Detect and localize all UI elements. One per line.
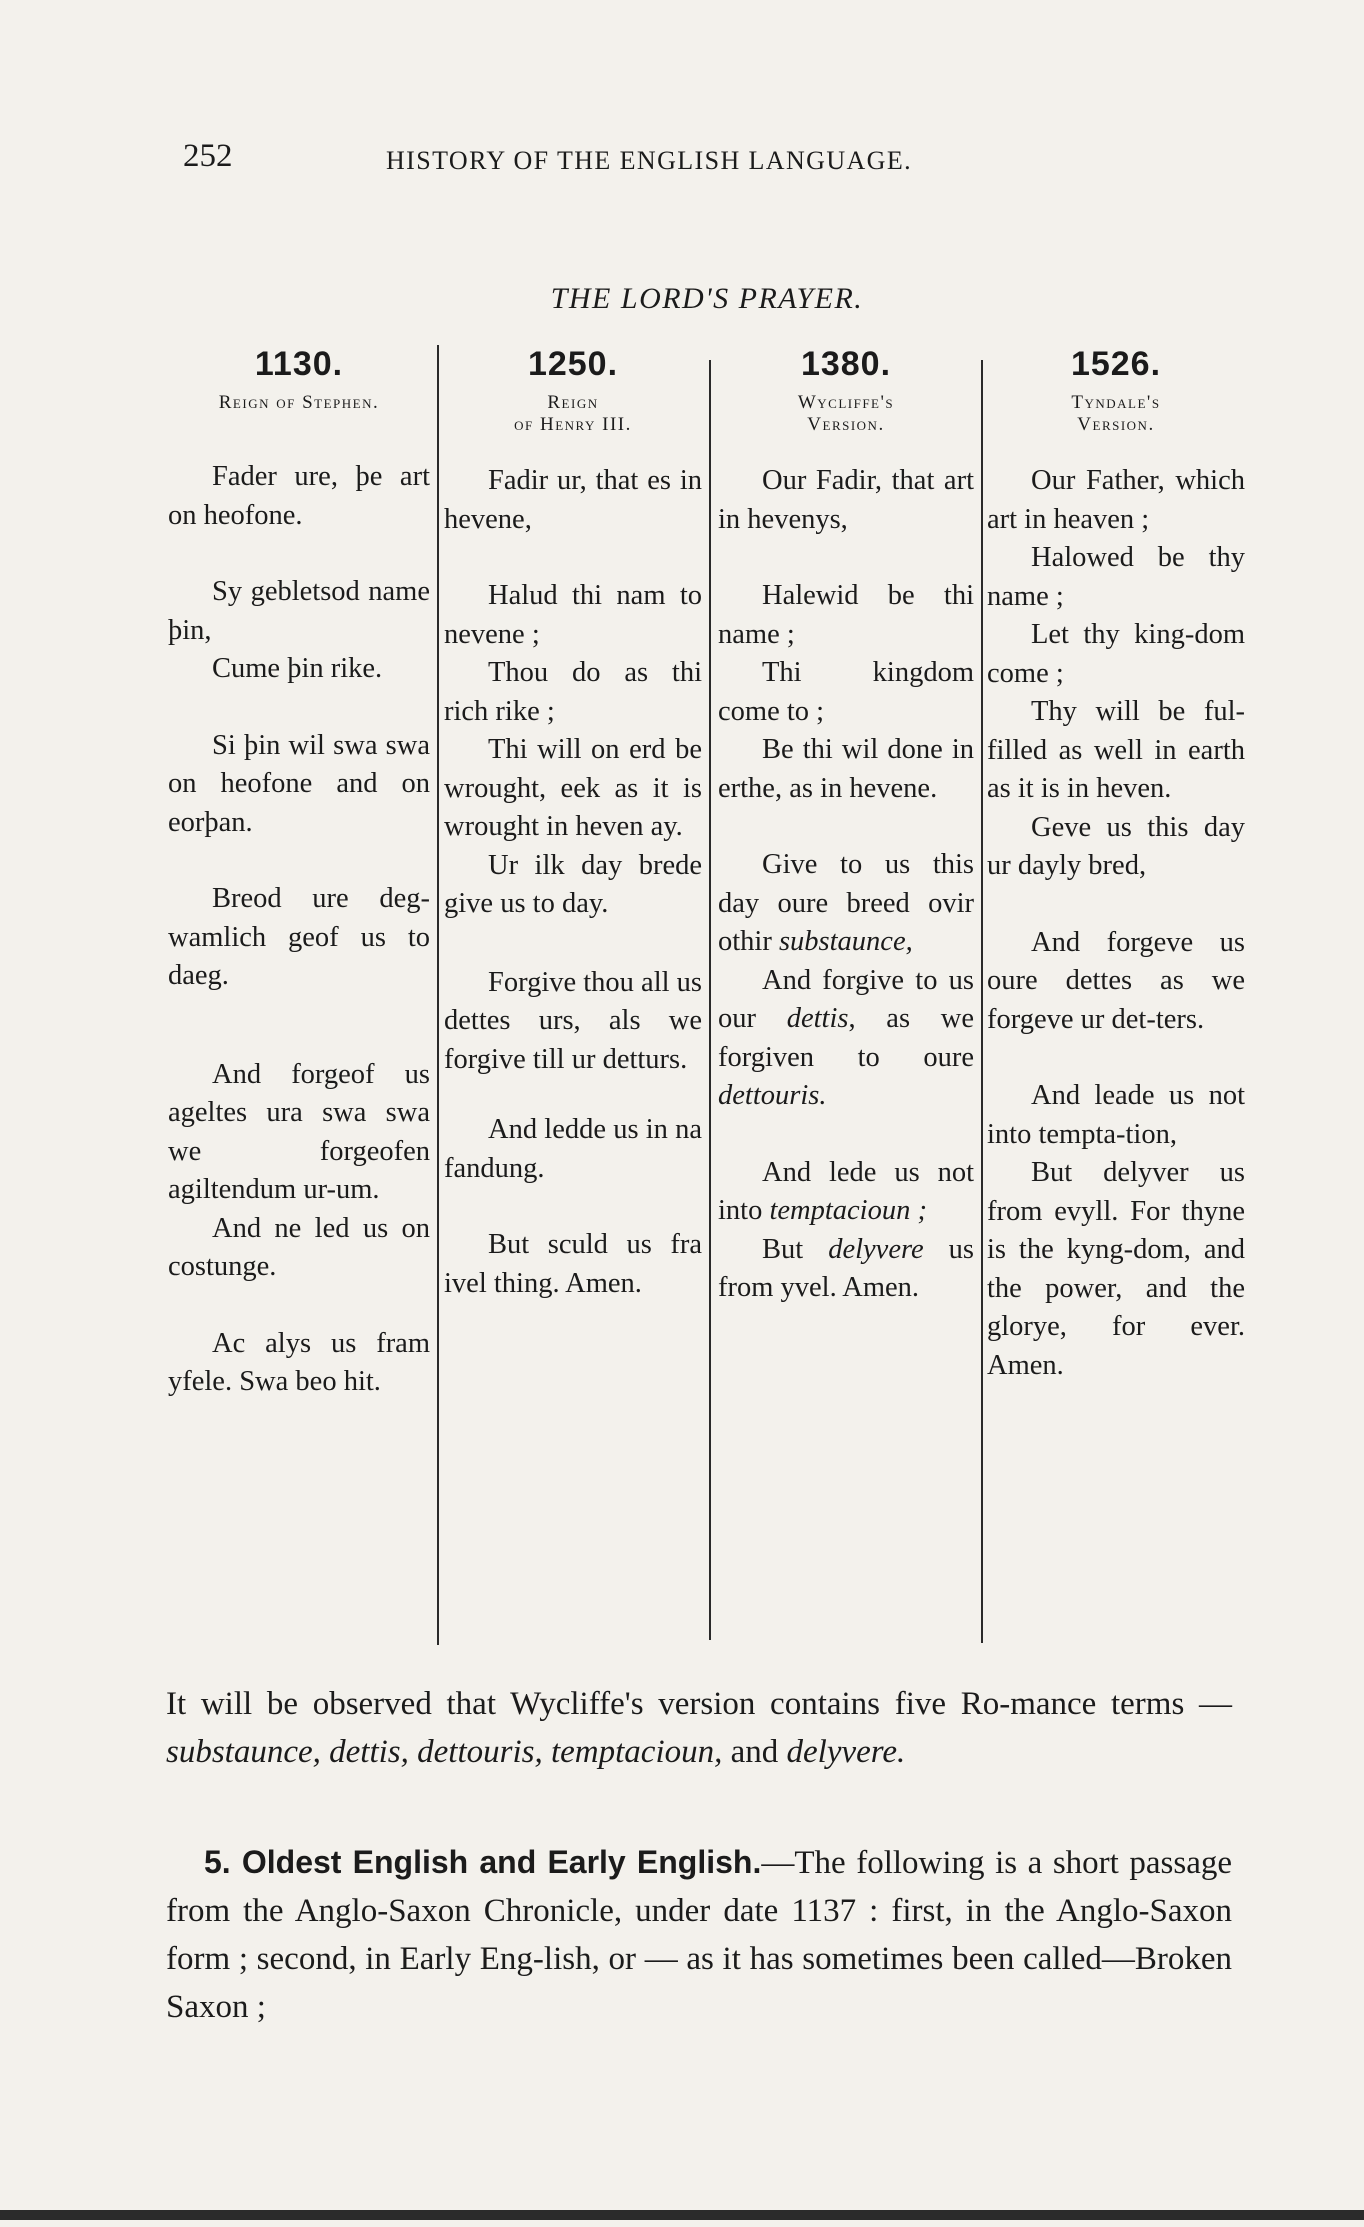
prayer-text: And lede us not into xyxy=(718,1156,974,1226)
prayer-line: Forgive thou all us dettes urs, als we forgive till ur detturs. xyxy=(444,966,703,1075)
prayer-text: Give to us this day oure breed ovir othir xyxy=(718,849,974,957)
prose-text: It will be observed that Wycliffe's version contains five Ro-mance terms — xyxy=(166,1686,1232,1722)
prayer-text: , as we forgiven to oure xyxy=(718,1003,974,1073)
prayer-line xyxy=(718,1231,974,1308)
column-1250 xyxy=(444,345,702,1303)
column-1380 xyxy=(718,345,974,1308)
prayer-text: But xyxy=(762,1233,804,1265)
prayer-line: Fadir ur, that es in hevene, xyxy=(444,465,702,535)
page-edge-rule xyxy=(0,2210,1364,2220)
page-number: 252 xyxy=(183,138,233,174)
prayer-line: Halud thi nam to nevene ; xyxy=(444,580,702,650)
prayer-line xyxy=(718,846,974,962)
column-reign xyxy=(718,392,974,436)
column-rule xyxy=(981,360,983,1643)
column-1130 xyxy=(168,345,430,1402)
prayer-line: Halewid be thi name ; xyxy=(718,580,974,650)
romance-terms: substaunce, dettis, dettouris, temptacioun, xyxy=(166,1734,723,1770)
column-1526 xyxy=(987,345,1245,1385)
prayer-text: And forgive to us our xyxy=(718,964,974,1034)
prayer-line: And forgeof us ageltes ura swa swa we forgeofen agiltendum ur-um. xyxy=(168,1058,430,1205)
column-year: 1380. xyxy=(800,345,892,383)
prayer-line xyxy=(718,1154,974,1231)
reign-line: Version. xyxy=(1077,414,1155,435)
prayer-line xyxy=(718,962,974,1116)
column-year: 1130. xyxy=(254,345,344,383)
column-reign xyxy=(987,392,1245,436)
prayer-line: Thou do as thi rich rike ; xyxy=(444,657,702,727)
prose-text: —The following is a short passage from the Anglo-Saxon Chronicle, under date 1137 : first, in the Anglo-Saxon form ; second, in Early Eng-lish, or — as it has sometimes been called—Broken Saxon ; xyxy=(166,1845,1233,2025)
column-rule xyxy=(437,345,439,1645)
column-rule xyxy=(709,360,711,1640)
reign-line: Version. xyxy=(807,414,885,435)
romance-term: dettis xyxy=(786,1003,849,1034)
romance-term: substaunce, xyxy=(778,926,913,957)
prayer-line: Geve us this day ur dayly bred, xyxy=(987,811,1245,881)
prayer-line: Halowed be thy name ; xyxy=(987,542,1245,612)
prayer-line: And leade us not into tempta-tion, xyxy=(987,1080,1245,1150)
reign-line: of Henry III. xyxy=(514,414,632,435)
prayer-line: And ne led us on costunge. xyxy=(168,1212,430,1282)
prose-text: and xyxy=(730,1734,779,1770)
column-reign xyxy=(444,392,702,436)
prayer-line: And forgeve us oure dettes as we forgeve ur det-ters. xyxy=(987,926,1245,1035)
prayer-line: Breod ure deg-wamlich geof us to daeg. xyxy=(168,883,430,991)
column-year: 1250. xyxy=(527,345,619,383)
running-title: HISTORY OF THE ENGLISH LANGUAGE. xyxy=(386,146,913,175)
reign-line: Wycliffe's xyxy=(797,392,895,413)
prayer-line: Cume þin rike. xyxy=(212,653,383,684)
column-year: 1526. xyxy=(1070,345,1162,383)
prayer-line: Let thy king-dom come ; xyxy=(987,619,1245,689)
table-title: THE LORD'S PRAYER. xyxy=(550,282,864,315)
prayer-text: us from yvel. Amen. xyxy=(718,1233,975,1303)
romance-term: delyvere xyxy=(828,1233,924,1265)
prayer-line: Our Fadir, that art in hevenys, xyxy=(718,465,974,535)
romance-term: dettouris. xyxy=(718,1080,827,1111)
romance-term: temptacioun ; xyxy=(769,1195,927,1226)
prayer-line: Thi will on erd be wrought, eek as it is wrought in heven ay. xyxy=(444,734,702,842)
prayer-line: Ac alys us fram yfele. Swa beo hit. xyxy=(168,1327,430,1397)
prayer-line: Thi kingdom come to ; xyxy=(718,657,974,727)
paragraph-romance-terms xyxy=(166,1680,1232,1776)
prayer-line: Ur ilk day brede give us to day. xyxy=(444,849,702,919)
reign-line: Tyndale's xyxy=(1071,392,1161,413)
prayer-line: Our Father, which art in heaven ; xyxy=(987,465,1245,535)
reign-line: Reign xyxy=(547,392,599,413)
prayer-line: Thy will be ful-filled as well in earth as it is in heven. xyxy=(987,696,1245,804)
prayer-line: And ledde us in na fandung. xyxy=(444,1114,702,1184)
prayer-line: Sy gebletsod name þin, xyxy=(168,576,430,646)
paragraph-oldest-english xyxy=(166,1838,1232,2031)
prayer-line: Be thi wil done in erthe, as in hevene. xyxy=(718,734,974,804)
prayer-line: Fader ure, þe art on heofone. xyxy=(168,461,430,531)
column-reign: Reign of Stephen. xyxy=(218,392,380,413)
romance-terms: delyvere. xyxy=(786,1734,906,1770)
prayer-line: But sculd us fra ivel thing. Amen. xyxy=(444,1229,702,1299)
section-heading: 5. Oldest English and Early English. xyxy=(204,1844,762,1880)
prayer-line: Si þin wil swa swa on heofone and on eorþan. xyxy=(168,729,430,838)
prayer-line: But delyver us from evyll. For thyne is the kyng-dom, and the power, and the glorye, for ever. Amen. xyxy=(987,1157,1245,1381)
